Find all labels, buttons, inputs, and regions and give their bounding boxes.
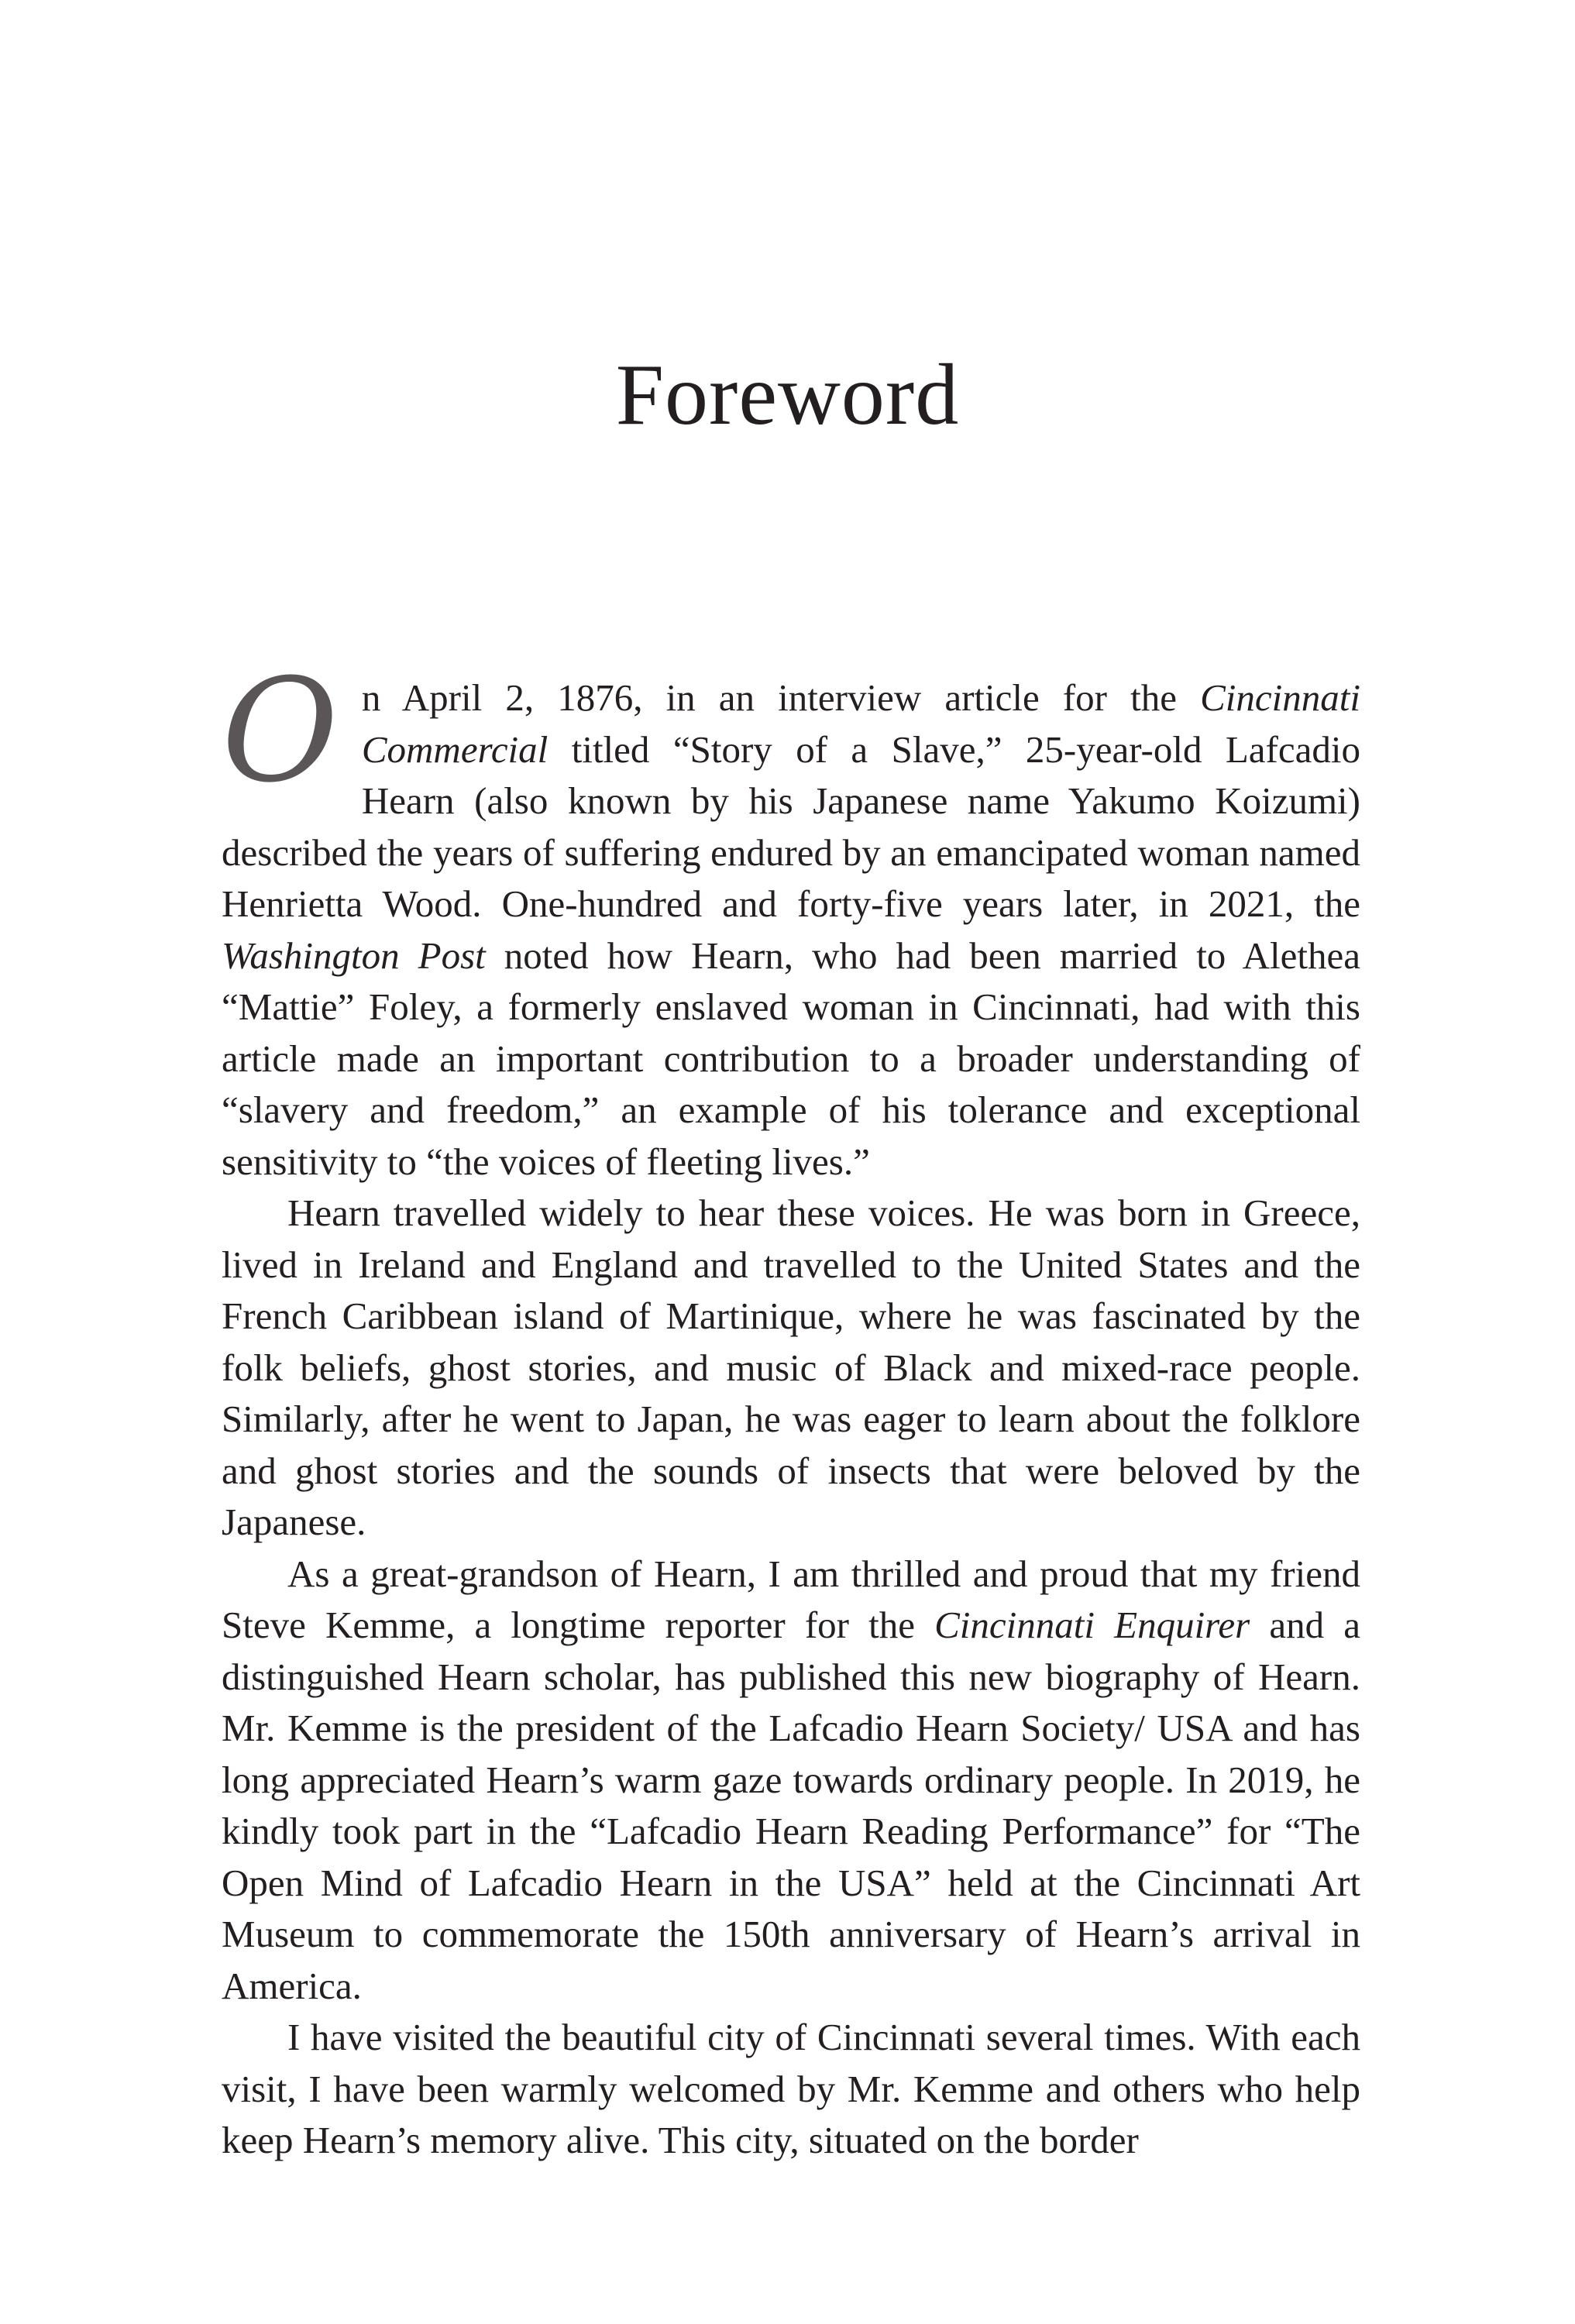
paragraph xyxy=(222,2012,1360,2167)
paragraph xyxy=(222,648,1360,1188)
paragraph xyxy=(222,1549,1360,2013)
text-run: Hearn travelled widely to hear these voices. He was born in Greece, lived in Ireland and England and travelled to the United States and the French Caribbean island of Martinique, where he was fascinated by the folk beliefs, ghost stories, and music of Black and mixed-race people. Similarly, after he went to Japan, he was eager to learn about the folklore and ghost stories and the sounds of insects that were beloved by the Japanese. xyxy=(222,1191,1360,1543)
text-run: n April 2, 1876, in an interview article for the xyxy=(361,676,1201,719)
italic-title: Cincinnati Enquirer xyxy=(934,1604,1250,1646)
paragraph xyxy=(222,1188,1360,1549)
text-run: and a distinguished Hearn scholar, has published this new biography of Hearn. Mr. Kemme is the president of the Lafcadio Hearn Society/ USA and has long appreciated Hearn’s warm gaze towards ordinary people. In 2019, he kindly took part in the “Lafcadio Hearn Reading Performance” for “The Open Mind of Lafcadio Hearn in the USA” held at the Cincinnati Art Museum to commemorate the 150th anniversary of Hearn’s arrival in America. xyxy=(222,1604,1360,2007)
text-run: noted how Hearn, who had been married to Alethea “Mattie” Foley, a formerly enslaved woman in Cincinnati, had with this article made an important contribution to a broader understanding of “slavery and freedom,” an example of his tolerance and exceptional sensitivity to “the voices of fleeting lives.” xyxy=(222,933,1360,1183)
drop-cap: O xyxy=(222,648,339,814)
italic-title: Cincinnati Commercial xyxy=(361,676,1360,771)
chapter-title: Foreword xyxy=(615,347,960,443)
body-text xyxy=(222,648,1360,2167)
text-run: titled “Story of a Slave,” 25-year-old Lafcadio Hearn (also known by his Japanese name Yakumo Koizumi) described the years of suffering endured by an emancipated woman named Henrietta Wood. One-hundred and forty-five years later, in 2021, the xyxy=(222,727,1360,925)
italic-title: Washington Post xyxy=(222,933,486,977)
text-run: I have visited the beautiful city of Cincinnati several times. With each visit, I have been warmly welcomed by Mr. Kemme and others who help keep Hearn’s memory alive. This city, situated on the border xyxy=(222,2016,1360,2161)
text-run: As a great-grandson of Hearn, I am thrilled and proud that my friend Steve Kemme, a longtime reporter for the xyxy=(222,1552,1360,1646)
